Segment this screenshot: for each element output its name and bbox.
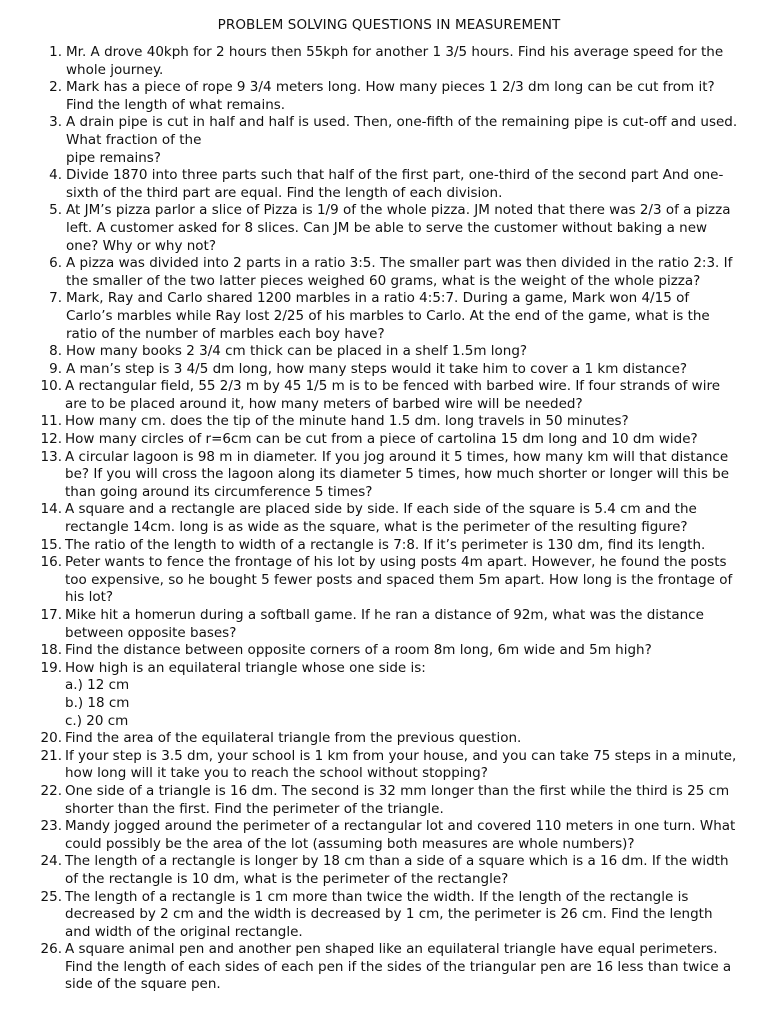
question-line: left. A customer asked for 8 slices. Can JM be able to serve the customer without baking a new (66, 219, 708, 236)
question-line: A circular lagoon is 98 m in diameter. If you jog around it 5 times, how many km will that distance (65, 448, 729, 465)
question-text (63, 114, 742, 167)
question-line: Find the length of what remains. (66, 96, 286, 113)
question-line: too expensive, so he bought 5 fewer posts and spaced them 5m apart. How long is the frontage of (65, 571, 733, 588)
question-line: A square and a rectangle are placed side by side. If each side of the square is 5.4 cm and the (65, 501, 697, 518)
question-line: A man’s step is 3 4/5 dm long, how many steps would it take him to cover a 1 km distance? (66, 360, 688, 377)
question-text (63, 44, 742, 79)
question-line: A drain pipe is cut in half and half is used. Then, one-fifth of the remaining pipe is cut-off and used. (66, 114, 738, 131)
question-text (62, 748, 742, 783)
question-item (36, 889, 742, 942)
question-text (63, 290, 742, 343)
question-line: How high is an equilateral triangle whose one side is: (65, 659, 426, 676)
question-item (36, 818, 742, 853)
question-line: sixth of the third part are equal. Find the length of each division. (66, 184, 503, 201)
question-number: 23. (40, 818, 62, 835)
question-item (36, 79, 742, 114)
question-text (62, 730, 742, 748)
question-line: Find the area of the equilateral triangle from the previous question. (65, 730, 522, 747)
question-line: the smaller of the two latter pieces weighed 60 grams, what is the weight of the whole pizza? (66, 272, 701, 289)
question-number: 13. (40, 448, 62, 465)
question-text (62, 378, 742, 413)
question-line: How many cm. does the tip of the minute hand 1.5 dm. long travels in 50 minutes? (65, 413, 629, 430)
question-line: The ratio of the length to width of a rectangle is 7:8. If it’s perimeter is 130 dm, find its length. (65, 536, 706, 553)
question-item (36, 730, 742, 748)
question-line: The length of a rectangle is longer by 18 cm than a side of a square which is a 16 dm. If the width (65, 853, 729, 870)
question-item (36, 660, 742, 730)
question-text (62, 537, 742, 555)
question-line: be? If you will cross the lagoon along its diameter 5 times, how much shorter or longer will this be (65, 466, 730, 483)
question-line: between opposite bases? (65, 624, 237, 641)
question-number: 4. (49, 167, 62, 184)
question-item (36, 361, 742, 379)
question-text (62, 501, 742, 536)
question-number: 1. (49, 44, 62, 60)
question-item (36, 449, 742, 502)
question-line: Mark has a piece of rope 9 3/4 meters long. How many pieces 1 2/3 dm long can be cut from it? (66, 79, 715, 96)
question-line: A square animal pen and another pen shaped like an equilateral triangle have equal perimeters. (65, 941, 718, 958)
question-line: could possibly be the area of the lot (assuming both measures are whole numbers)? (65, 835, 635, 852)
question-line: are to be placed around it, how many meters of barbed wire will be needed? (65, 395, 583, 412)
question-number: 24. (40, 853, 62, 870)
question-item (36, 413, 742, 431)
question-number: 16. (40, 554, 62, 571)
question-line: At JM’s pizza parlor a slice of Pizza is 1/9 of the whole pizza. JM noted that there was 2/3 of a pizza (66, 202, 731, 219)
question-line: a.) 12 cm (65, 677, 130, 694)
question-item (36, 290, 742, 343)
question-line: his lot? (65, 589, 114, 606)
question-line: and width of the original rectangle. (65, 923, 303, 940)
question-text (62, 449, 742, 502)
question-line: side of the square pen. (65, 976, 221, 993)
question-line: Mike hit a homerun during a softball game. If he ran a distance of 92m, what was the distance (65, 607, 704, 623)
question-line: Mandy jogged around the perimeter of a rectangular lot and covered 110 meters in one turn. What (65, 818, 736, 835)
question-line: Mr. A drove 40kph for 2 hours then 55kph for another 1 3/5 hours. Find his average speed for the (66, 44, 724, 60)
question-text (62, 642, 742, 660)
question-number: 10. (40, 378, 62, 395)
question-number: 7. (49, 290, 62, 307)
question-line: What fraction of the (66, 131, 202, 148)
question-number: 3. (49, 114, 62, 131)
question-number: 26. (40, 941, 62, 958)
question-line: c.) 20 cm (65, 712, 129, 729)
question-line: shorter than the first. Find the perimeter of the triangle. (65, 800, 444, 817)
question-item (36, 783, 742, 818)
question-line: decreased by 2 cm and the width is decreased by 1 cm, the perimeter is 26 cm. Find the length (65, 906, 713, 923)
question-line: how long will it take you to reach the school without stopping? (65, 765, 488, 782)
question-number: 8. (49, 343, 62, 360)
question-line: pipe remains? (66, 149, 161, 166)
question-line: Mark, Ray and Carlo shared 1200 marbles in a ratio 4:5:7. During a game, Mark won 4/15 of (66, 290, 690, 307)
question-line: rectangle 14cm. long is as wide as the square, what is the perimeter of the resulting figure? (65, 519, 688, 536)
question-text (63, 202, 742, 255)
question-line: How many books 2 3/4 cm thick can be placed in a shelf 1.5m long? (66, 343, 528, 360)
question-item (36, 941, 742, 994)
question-line: whole journey. (66, 61, 164, 78)
question-item (36, 748, 742, 783)
question-item (36, 167, 742, 202)
question-line: Find the distance between opposite corners of a room 8m long, 6m wide and 5m high? (65, 642, 652, 659)
question-line: A rectangular field, 55 2/3 m by 45 1/5 m is to be fenced with barbed wire. If four strands of wire (65, 378, 721, 395)
question-line: Divide 1870 into three parts such that half of the first part, one-third of the second part And one- (66, 167, 724, 184)
question-item (36, 431, 742, 449)
question-item (36, 501, 742, 536)
question-line: b.) 18 cm (65, 694, 130, 711)
question-item (36, 114, 742, 167)
question-item (36, 202, 742, 255)
question-text (62, 660, 742, 730)
question-number: 18. (40, 642, 62, 659)
question-number: 12. (40, 431, 62, 448)
question-line: One side of a triangle is 16 dm. The second is 32 mm longer than the first while the third is 25 cm (65, 782, 730, 799)
question-line: Carlo’s marbles while Ray lost 2/25 of his marbles to Carlo. At the end of the game, what is the (66, 307, 710, 324)
question-number: 17. (40, 607, 62, 623)
question-text (63, 361, 742, 379)
question-item (36, 255, 742, 290)
question-line: A pizza was divided into 2 parts in a ratio 3:5. The smaller part was then divided in the ratio 2:3. If (66, 255, 733, 272)
question-number: 15. (40, 536, 62, 553)
question-number: 14. (40, 501, 62, 518)
question-number: 19. (40, 659, 62, 676)
question-number: 25. (40, 888, 62, 905)
question-number: 11. (40, 413, 62, 430)
question-text (62, 607, 742, 642)
question-item (36, 853, 742, 888)
question-item (36, 642, 742, 660)
question-item (36, 378, 742, 413)
question-line: If your step is 3.5 dm, your school is 1 km from your house, and you can take 75 steps in a minute, (65, 747, 737, 764)
question-number: 6. (49, 255, 62, 272)
question-line: of the rectangle is 10 dm, what is the perimeter of the rectangle? (65, 870, 509, 887)
question-text (62, 413, 742, 431)
question-text (63, 79, 742, 114)
question-text (62, 853, 742, 888)
question-text (62, 941, 742, 994)
question-number: 9. (49, 360, 62, 377)
question-number: 22. (40, 782, 62, 799)
question-text (62, 554, 742, 607)
question-item (36, 537, 742, 555)
question-number: 5. (49, 202, 62, 219)
question-item (36, 343, 742, 361)
question-text (62, 783, 742, 818)
question-list (36, 44, 742, 994)
question-text (63, 255, 742, 290)
question-item (36, 44, 742, 79)
question-number: 20. (40, 730, 62, 747)
question-number: 21. (40, 747, 62, 764)
question-text (62, 431, 742, 449)
question-text (62, 889, 742, 942)
question-line: ratio of the number of marbles each boy have? (66, 325, 385, 342)
question-line: than going around its circumference 5 times? (65, 483, 373, 500)
question-text (63, 167, 742, 202)
question-line: Peter wants to fence the frontage of his lot by using posts 4m apart. However, he found the posts (65, 554, 727, 571)
question-text (62, 818, 742, 853)
question-item (36, 607, 742, 642)
question-item (36, 554, 742, 607)
page-title: PROBLEM SOLVING QUESTIONS IN MEASUREMENT (217, 17, 561, 33)
question-number: 2. (49, 79, 62, 96)
question-line: one? Why or why not? (66, 237, 217, 254)
question-text (63, 343, 742, 361)
question-line: How many circles of r=6cm can be cut from a piece of cartolina 15 dm long and 10 dm wide? (65, 431, 698, 448)
question-line: Find the length of each sides of each pen if the sides of the triangular pen are 16 less than twice a (65, 958, 732, 975)
question-line: The length of a rectangle is 1 cm more than twice the width. If the length of the rectangle is (65, 888, 689, 905)
